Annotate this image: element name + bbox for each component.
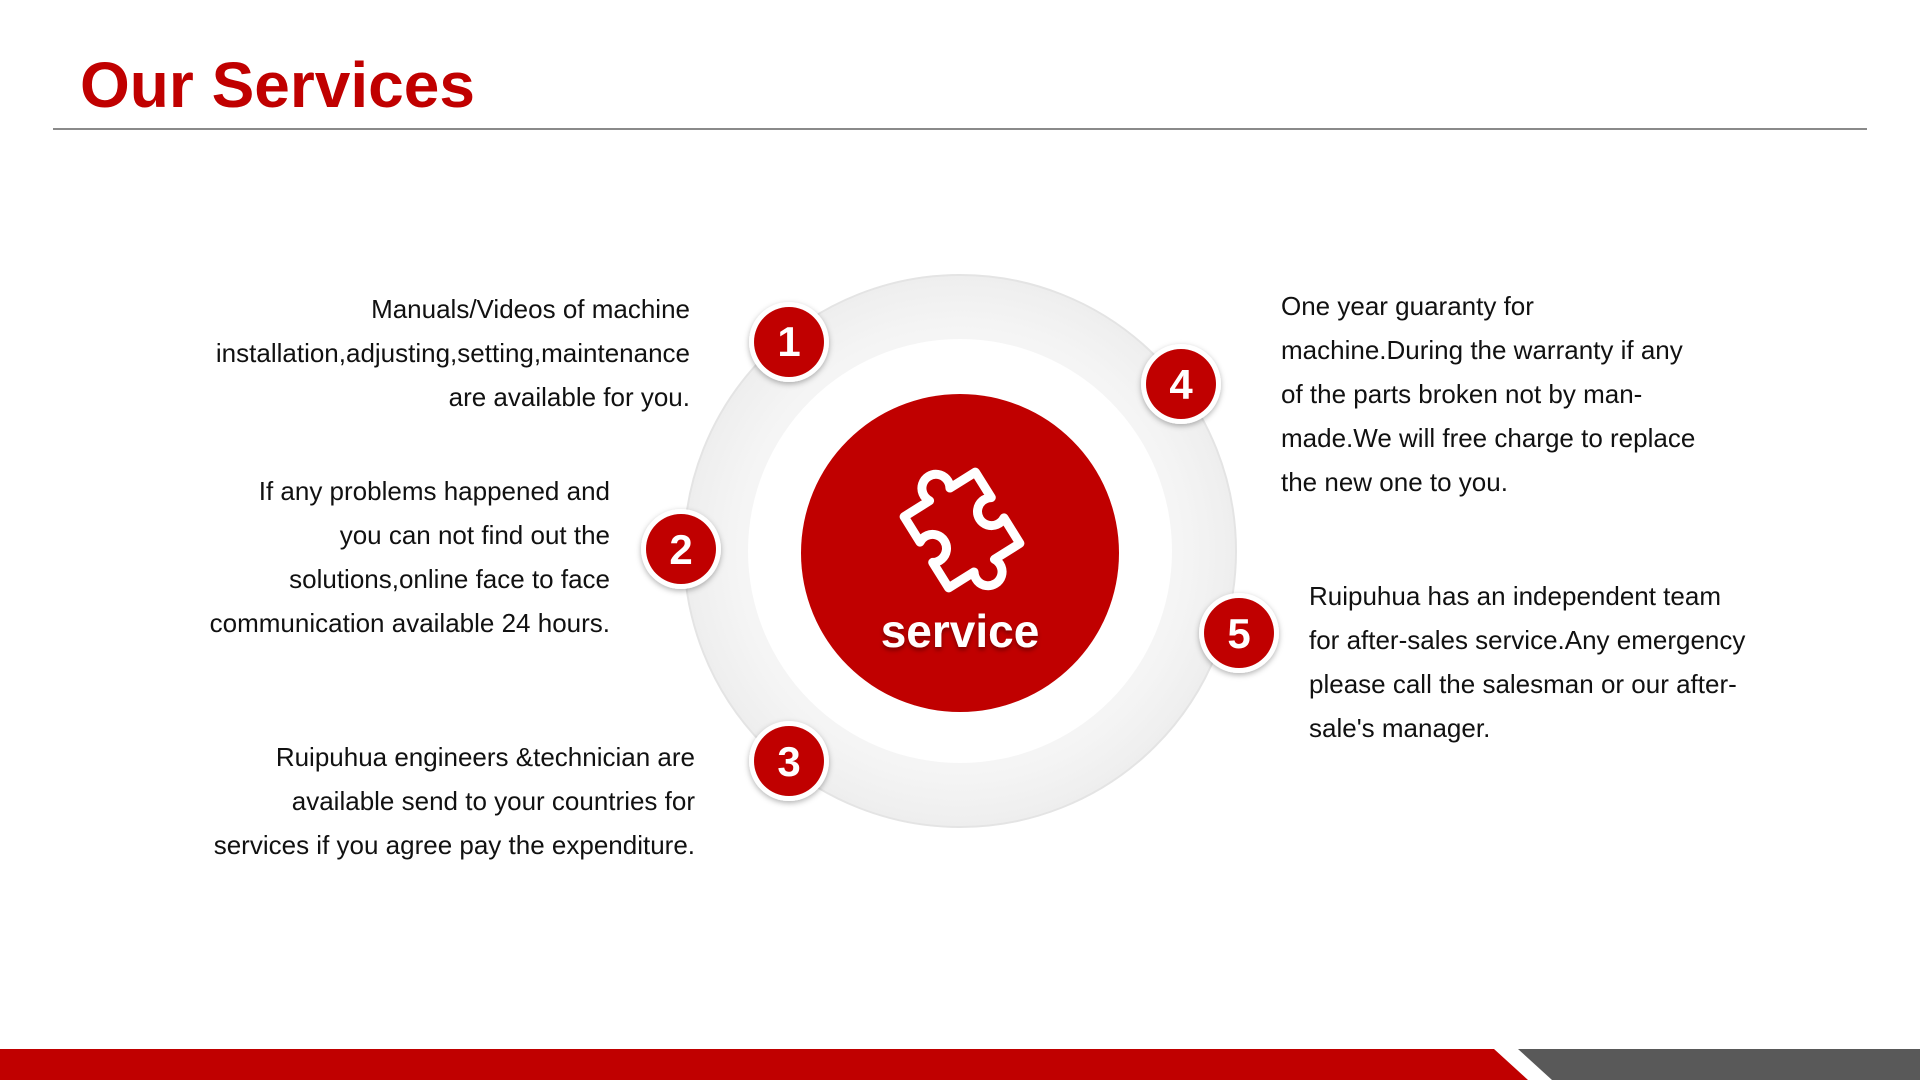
badge-5 bbox=[1199, 593, 1279, 673]
badge-2-number: 2 bbox=[669, 526, 693, 573]
slide-title: Our Services bbox=[80, 49, 475, 121]
service-item-2-text: If any problems happened and you can not find out the solutions,online face to face communication available 24 hours. bbox=[209, 476, 610, 638]
badge-4-number: 4 bbox=[1169, 361, 1193, 408]
badge-5-number: 5 bbox=[1227, 610, 1251, 657]
center-label: service bbox=[880, 605, 1040, 657]
footer-gray-band bbox=[1518, 1049, 1920, 1080]
badge-2 bbox=[641, 509, 721, 589]
service-item-5-text: Ruipuhua has an independent team for after-sales service.Any emergency please call the salesman or our after- sale's manager. bbox=[1309, 581, 1746, 743]
badge-1 bbox=[749, 302, 829, 382]
badge-4 bbox=[1141, 344, 1221, 424]
service-item-1-text: Manuals/Videos of machine installation,adjusting,setting,maintenance are available for you. bbox=[215, 294, 690, 412]
service-item-4-text: One year guaranty for machine.During the warranty if any of the parts broken not by man- made.We will free charge to replace the new one to you. bbox=[1281, 291, 1696, 497]
service-item-3-text: Ruipuhua engineers &technician are available send to your countries for services if you agree pay the expenditure. bbox=[213, 742, 695, 860]
footer-bar bbox=[0, 1049, 1920, 1080]
badge-3-number: 3 bbox=[777, 738, 801, 785]
badge-3 bbox=[749, 721, 829, 801]
badge-1-number: 1 bbox=[777, 318, 801, 365]
footer-red-band bbox=[0, 1049, 1528, 1080]
center-circle bbox=[801, 394, 1119, 712]
